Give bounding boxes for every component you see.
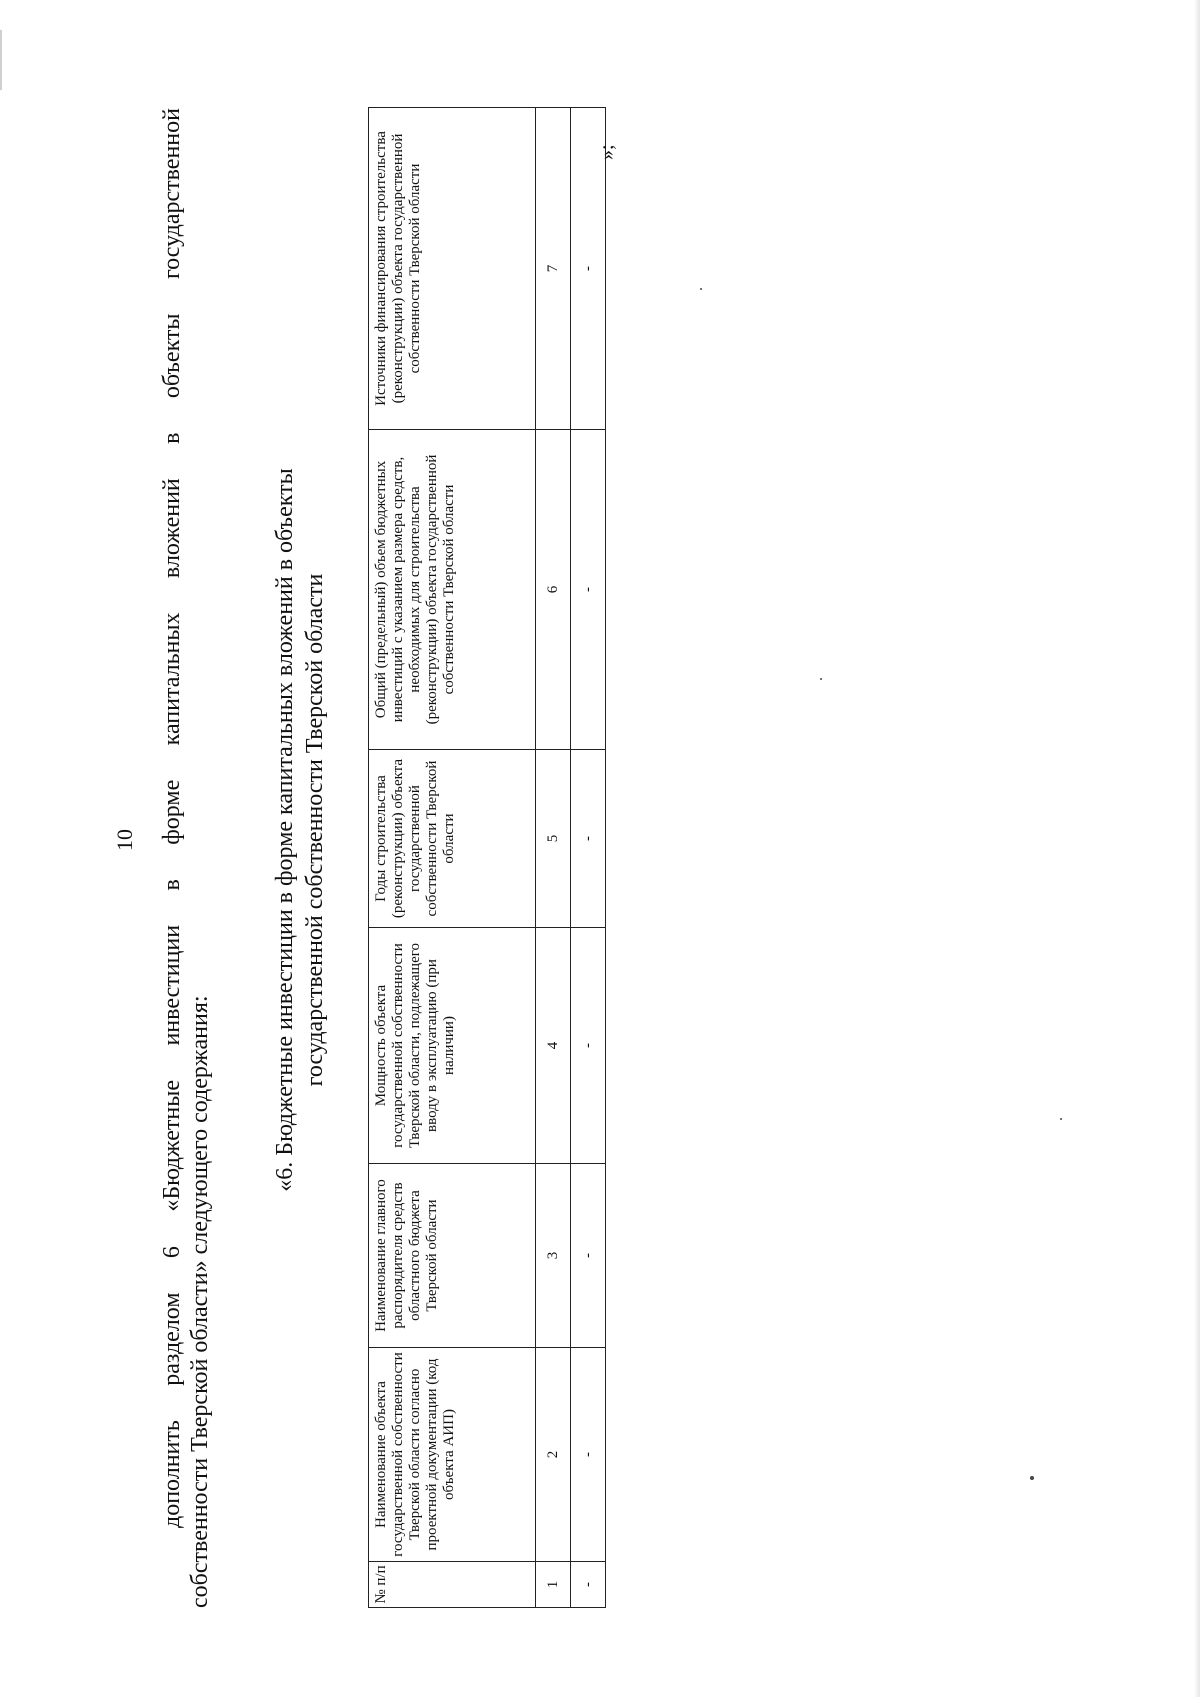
table-cell: -: [571, 928, 606, 1164]
scan-speck: [820, 678, 822, 680]
scan-speck: [1060, 1118, 1062, 1120]
scan-speck: [1030, 1476, 1034, 1480]
table-cell: -: [571, 750, 606, 928]
intro-paragraph: [158, 108, 214, 1608]
section-title: [270, 230, 330, 1430]
page-number: 10: [112, 829, 137, 851]
budget-investments-table: [368, 107, 606, 1608]
header-cell-construction-years: Годы строительства (реконструкции) объекта государственной собственности Тверской области: [369, 750, 536, 928]
table-cell: -: [571, 1562, 606, 1608]
intro-line-2: собственности Тверской области» следующего содержания:: [187, 995, 213, 1608]
table-cell: -: [571, 430, 606, 750]
intro-line-1: дополнить разделом 6 «Бюджетные инвестиции в форме капитальных вложений в объекты государственной: [159, 108, 185, 1528]
table-cell: -: [571, 108, 606, 430]
table-numbering-row: [536, 108, 571, 1608]
header-cell-funding-sources: Источники финансирования строительства (реконструкции) объекта государственной собственности Тверской области: [369, 108, 536, 430]
header-cell-investment-volume: Общий (предельный) объем бюджетных инвестиций с указанием размера средств, необходимых для строительства (реконструкции) объекта государственной собственности Тверской области: [369, 430, 536, 750]
rotated-page-content: [0, 20, 1200, 1680]
header-cell-number: № п/п: [369, 1562, 536, 1608]
section-title-line-2: государственной собственности Тверской области: [302, 573, 328, 1087]
table-cell: -: [571, 1164, 606, 1348]
section-title-line-1: «6. Бюджетные инвестиции в форме капитальных вложений в объекты: [272, 468, 298, 1192]
header-cell-capacity: Мощность объекта государственной собственности Тверской области, подлежащего вводу в эксплуатацию (при наличии): [369, 928, 536, 1164]
table-cell: 1: [536, 1562, 571, 1608]
table-cell: 3: [536, 1164, 571, 1348]
closing-quote: »;: [596, 144, 618, 160]
table-cell: 6: [536, 430, 571, 750]
table-header-row: [369, 108, 536, 1608]
table-cell: 7: [536, 108, 571, 430]
header-cell-object-name: Наименование объекта государственной собственности Тверской области согласно проектной документации (код объекта АИП): [369, 1348, 536, 1562]
table-row: [571, 108, 606, 1608]
table-cell: 4: [536, 928, 571, 1164]
table-cell: 2: [536, 1348, 571, 1562]
table-cell: 5: [536, 750, 571, 928]
scan-speck: [700, 288, 702, 290]
budget-table-wrapper: [368, 108, 606, 1608]
table-cell: -: [571, 1348, 606, 1562]
header-cell-budget-manager: Наименование главного распорядителя средств областного бюджета Тверской области: [369, 1164, 536, 1348]
